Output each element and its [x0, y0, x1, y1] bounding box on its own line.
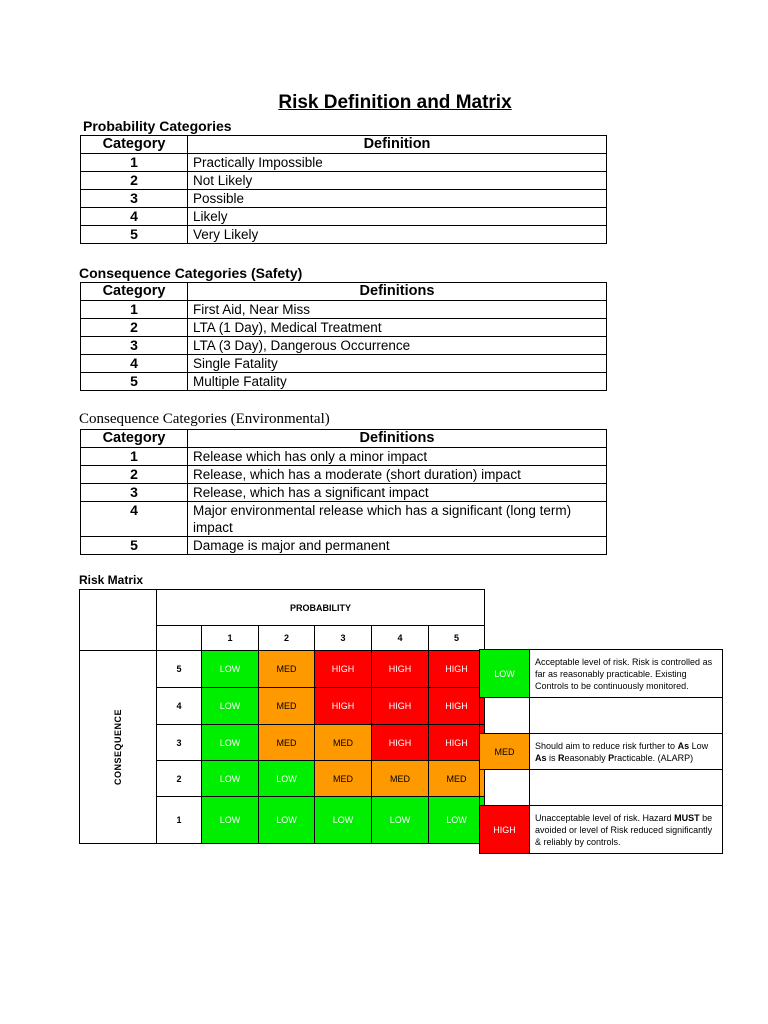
- risk-matrix-heading: Risk Matrix: [79, 573, 144, 587]
- category-number: 5: [81, 373, 188, 391]
- matrix-cell: MED: [372, 761, 429, 797]
- legend-blank: [530, 698, 723, 734]
- category-definition: LTA (1 Day), Medical Treatment: [188, 319, 607, 337]
- table-row: [81, 154, 607, 172]
- consequence-row-label: 2: [157, 761, 202, 797]
- consequence-axis-label: CONSEQUENCE: [113, 708, 124, 786]
- col-definition: Definition: [188, 136, 607, 154]
- matrix-cell: LOW: [202, 761, 259, 797]
- category-number: 4: [81, 208, 188, 226]
- probability-col-label: 1: [202, 626, 259, 651]
- col-definitions: Definitions: [188, 283, 607, 301]
- probability-col-label: 4: [372, 626, 429, 651]
- category-number: 3: [81, 484, 188, 502]
- legend-swatch-med: MED: [480, 734, 530, 770]
- matrix-cell: HIGH: [429, 688, 485, 725]
- risk-legend: [479, 649, 723, 854]
- col-category: Category: [81, 430, 188, 448]
- matrix-cell: HIGH: [429, 651, 485, 688]
- table-row: [81, 466, 607, 484]
- matrix-cell: LOW: [202, 651, 259, 688]
- table-row: [81, 537, 607, 555]
- col-definitions: Definitions: [188, 430, 607, 448]
- page-title: Risk Definition and Matrix: [278, 92, 512, 113]
- category-definition: Very Likely: [188, 226, 607, 244]
- environmental-heading: Consequence Categories (Environmental): [79, 411, 330, 427]
- matrix-cell: HIGH: [372, 725, 429, 761]
- probability-col-label: 5: [429, 626, 485, 651]
- category-number: 4: [81, 355, 188, 373]
- legend-blank: [530, 770, 723, 806]
- table-row: [81, 502, 607, 537]
- category-number: 4: [81, 502, 188, 537]
- matrix-corner: [80, 590, 157, 651]
- table-row: [81, 484, 607, 502]
- legend-med-text: Should aim to reduce risk further to As Low As is Reasonably Practicable. (ALARP): [530, 734, 723, 770]
- matrix-cell: MED: [259, 725, 315, 761]
- table-row: [81, 448, 607, 466]
- category-number: 1: [81, 448, 188, 466]
- category-definition: Release which has only a minor impact: [188, 448, 607, 466]
- category-definition: Multiple Fatality: [188, 373, 607, 391]
- probability-axis-label: PROBABILITY: [157, 590, 485, 626]
- category-number: 1: [81, 154, 188, 172]
- legend-high-text: Unacceptable level of risk. Hazard MUST be avoided or level of Risk reduced significantly & reliably by controls.: [530, 806, 723, 854]
- matrix-cell: HIGH: [315, 651, 372, 688]
- probability-heading: Probability Categories: [83, 118, 232, 134]
- category-number: 2: [81, 466, 188, 484]
- consequence-axis: [80, 651, 157, 844]
- table-row: [81, 190, 607, 208]
- safety-heading: Consequence Categories (Safety): [79, 265, 303, 281]
- table-row: [81, 226, 607, 244]
- legend-blank: [480, 698, 530, 734]
- category-definition: Not Likely: [188, 172, 607, 190]
- matrix-cell: MED: [429, 761, 485, 797]
- category-definition: First Aid, Near Miss: [188, 301, 607, 319]
- consequence-row-label: 3: [157, 725, 202, 761]
- table-row: [81, 355, 607, 373]
- category-definition: Practically Impossible: [188, 154, 607, 172]
- matrix-cell: HIGH: [315, 688, 372, 725]
- table-row: [81, 208, 607, 226]
- matrix-cell: LOW: [202, 725, 259, 761]
- matrix-cell: LOW: [202, 797, 259, 844]
- probability-table: [80, 135, 607, 244]
- category-number: 1: [81, 301, 188, 319]
- matrix-cell: LOW: [202, 688, 259, 725]
- matrix-cell: HIGH: [372, 688, 429, 725]
- table-row: [81, 172, 607, 190]
- category-number: 5: [81, 537, 188, 555]
- legend-low-text: Acceptable level of risk. Risk is controlled as far as reasonably practicable. Existing Controls to be continuously monitored.: [530, 650, 723, 698]
- category-definition: Release, which has a significant impact: [188, 484, 607, 502]
- probability-col-label: 2: [259, 626, 315, 651]
- category-number: 5: [81, 226, 188, 244]
- environmental-table: [80, 429, 607, 555]
- table-row: [81, 373, 607, 391]
- matrix-cell: MED: [259, 688, 315, 725]
- legend-swatch-low: LOW: [480, 650, 530, 698]
- consequence-row-label: 4: [157, 688, 202, 725]
- consequence-row-label: 1: [157, 797, 202, 844]
- matrix-cell: LOW: [315, 797, 372, 844]
- matrix-cell: LOW: [372, 797, 429, 844]
- category-definition: Release, which has a moderate (short duration) impact: [188, 466, 607, 484]
- legend-swatch-high: HIGH: [480, 806, 530, 854]
- matrix-cell: MED: [259, 651, 315, 688]
- col-category: Category: [81, 136, 188, 154]
- category-definition: Likely: [188, 208, 607, 226]
- legend-blank: [480, 770, 530, 806]
- table-row: [81, 337, 607, 355]
- col-category: Category: [81, 283, 188, 301]
- category-number: 2: [81, 172, 188, 190]
- category-definition: LTA (3 Day), Dangerous Occurrence: [188, 337, 607, 355]
- category-number: 3: [81, 337, 188, 355]
- matrix-cell: HIGH: [372, 651, 429, 688]
- matrix-cell: LOW: [429, 797, 485, 844]
- category-definition: Major environmental release which has a significant (long term) impact: [188, 502, 607, 537]
- category-number: 2: [81, 319, 188, 337]
- category-definition: Damage is major and permanent: [188, 537, 607, 555]
- probability-col-label: 3: [315, 626, 372, 651]
- risk-matrix: [79, 589, 485, 844]
- category-definition: Possible: [188, 190, 607, 208]
- table-row: [81, 319, 607, 337]
- matrix-cell: LOW: [259, 761, 315, 797]
- matrix-cell: MED: [315, 761, 372, 797]
- matrix-cell: LOW: [259, 797, 315, 844]
- consequence-row-label: 5: [157, 651, 202, 688]
- category-definition: Single Fatality: [188, 355, 607, 373]
- matrix-blank: [157, 626, 202, 651]
- table-row: [81, 301, 607, 319]
- matrix-cell: MED: [315, 725, 372, 761]
- category-number: 3: [81, 190, 188, 208]
- matrix-cell: HIGH: [429, 725, 485, 761]
- safety-table: [80, 282, 607, 391]
